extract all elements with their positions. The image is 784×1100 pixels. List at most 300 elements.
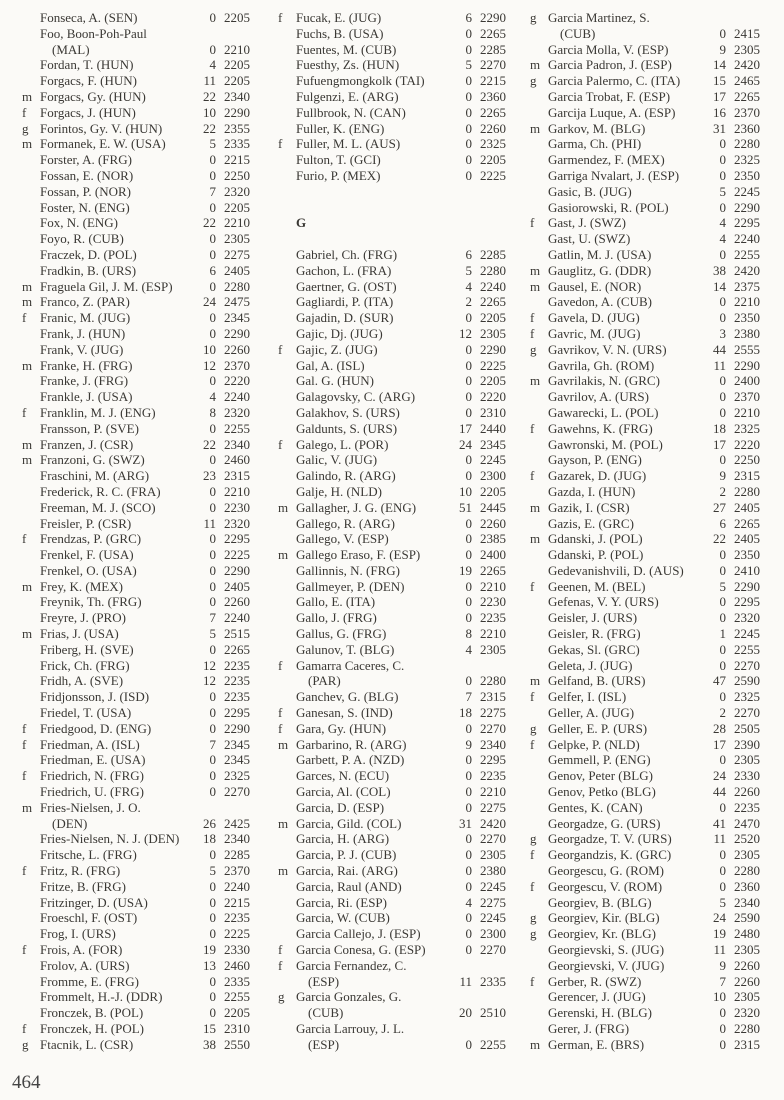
games-count: 17 [713,88,726,104]
player-name: Galagovsky, C. (ARG) [296,389,416,405]
entry-line [22,152,250,168]
entry-line [278,437,506,453]
entry-line [278,389,506,405]
player-name: Frendzas, P. (GRC) [40,531,142,547]
player-name: Fulgenzi, E. (ARG) [296,88,399,104]
player-name: Freynik, Th. (FRG) [40,594,142,610]
list-entry [278,437,506,453]
elo-rating: 2220 [734,436,760,452]
games-count: 0 [209,768,216,784]
elo-rating: 2260 [734,957,760,973]
title-prefix [278,26,296,42]
title-prefix [278,326,296,342]
elo-rating: 2510 [480,1005,506,1021]
games-count: 0 [719,199,726,215]
entry-line [530,926,760,942]
title-prefix [278,610,296,626]
elo-rating: 2340 [224,831,250,847]
elo-rating: 2235 [224,673,250,689]
list-entry [530,484,760,500]
player-name-continuation: (PAR) [308,673,341,689]
elo-rating: 2325 [734,152,760,168]
games-count: 0 [719,657,726,673]
player-name: Fordan, T. (HUN) [40,57,134,73]
games-count: 3 [719,325,726,341]
list-entry [530,610,760,626]
player-name: Gavedon, A. (CUB) [548,294,652,310]
list-entry [278,358,506,374]
games-count: 0 [465,73,472,89]
title-prefix [278,531,296,547]
entry-line [22,279,250,295]
list-entry [530,326,760,342]
elo-rating: 2415 [734,25,760,41]
elo-rating: 2240 [224,610,250,626]
title-prefix [278,373,296,389]
entry-line [530,879,760,895]
elo-rating: 2215 [224,894,250,910]
title-prefix: g [530,341,537,357]
games-count: 2 [719,483,726,499]
games-count: 0 [465,531,472,547]
games-count: 0 [465,167,472,183]
title-prefix [22,200,40,216]
title-prefix: m [22,278,33,294]
entry-line [22,594,250,610]
list-entry [530,247,760,263]
spacer [22,816,40,832]
elo-rating: 2505 [734,720,760,736]
entry-line [278,626,506,642]
entry-line [22,468,250,484]
list-entry [530,168,760,184]
list-entry [278,610,506,626]
list-entry [22,800,250,832]
title-prefix [530,547,548,563]
list-entry [530,73,760,89]
spacer [278,974,296,990]
games-count: 0 [209,41,216,57]
entry-line [22,310,250,326]
entry-line [530,168,760,184]
games-count: 0 [465,720,472,736]
elo-rating: 2315 [224,468,250,484]
entry-line [278,958,506,974]
games-count: 0 [209,167,216,183]
games-count: 0 [465,878,472,894]
games-count: 0 [465,752,472,768]
list-entry [278,658,506,690]
entry-line [530,1037,760,1053]
entry-line [278,547,506,563]
spacer [450,658,472,674]
title-prefix [530,752,548,768]
elo-rating: 2335 [224,136,250,152]
games-count: 14 [713,278,726,294]
player-name: Georgiev, Kir. (BLG) [548,910,660,926]
elo-rating: 2290 [224,720,250,736]
games-count: 0 [209,531,216,547]
elo-rating: 2240 [734,231,760,247]
entry-line [278,816,506,832]
games-count: 5 [719,578,726,594]
entry-line [278,910,506,926]
entry-line [530,547,760,563]
list-entry [22,689,250,705]
list-entry [278,421,506,437]
games-count: 0 [719,136,726,152]
entry-line [530,326,760,342]
list-entry [22,831,250,847]
player-name: Geller, A. (JUG) [548,705,635,721]
title-prefix [278,831,296,847]
list-entry [22,910,250,926]
player-name: Friedrich, N. (FRG) [40,768,144,784]
elo-rating: 2460 [224,957,250,973]
games-count: 0 [209,452,216,468]
entry-line [22,42,250,58]
entry-line [530,831,760,847]
player-name: Garbett, P. A. (NZD) [296,752,405,768]
elo-rating: 2295 [224,531,250,547]
elo-rating: 2350 [734,167,760,183]
player-name: Georgiev, Kr. (BLG) [548,926,656,942]
games-count: 0 [209,705,216,721]
entry-line [530,974,760,990]
elo-rating: 2325 [734,420,760,436]
list-entry [278,1021,506,1053]
title-prefix [530,863,548,879]
title-prefix: g [530,910,537,926]
games-count: 10 [713,989,726,1005]
elo-rating: 2300 [480,468,506,484]
player-name: Gabriel, Ch. (FRG) [296,246,398,262]
list-entry [530,57,760,73]
entry-line [278,863,506,879]
entry-line [278,358,506,374]
title-prefix [22,547,40,563]
player-name: Fonseca, A. (SEN) [40,10,138,25]
entry-line [530,1021,760,1037]
entry-line [530,136,760,152]
player-name: Fritzinger, D. (USA) [40,894,148,910]
elo-rating: 2290 [734,578,760,594]
list-entry [530,294,760,310]
games-count: 0 [465,910,472,926]
player-name: Garcia Palermo, C. (ITA) [548,73,681,89]
title-prefix [22,326,40,342]
title-prefix: g [530,720,537,736]
player-name: Gelpke, P. (NLD) [548,736,640,752]
elo-rating: 2205 [224,1005,250,1021]
player-name: Gavrilakis, N. (GRC) [548,373,660,389]
title-prefix [278,405,296,421]
entry-line [278,768,506,784]
games-count: 8 [209,404,216,420]
player-name: Frenkel, O. (USA) [40,562,137,578]
title-prefix: m [530,531,541,547]
player-name: Franzen, J. (CSR) [40,436,134,452]
title-prefix: m [278,499,289,515]
games-count: 15 [713,73,726,89]
title-prefix: f [530,973,535,989]
games-count: 4 [465,894,472,910]
games-count: 0 [719,25,726,41]
games-count: 44 [713,784,726,800]
games-count: 12 [203,357,216,373]
elo-rating: 2210 [480,578,506,594]
list-entry [278,500,506,516]
title-prefix [278,263,296,279]
entry-line [22,500,250,516]
games-count: 0 [465,88,472,104]
elo-rating: 2275 [480,799,506,815]
player-name: Garma, Ch. (PHI) [548,136,642,152]
entry-line [22,910,250,926]
title-prefix [22,594,40,610]
elo-rating: 2270 [480,57,506,73]
player-name: Garbarino, R. (ARG) [296,736,407,752]
title-prefix [530,484,548,500]
list-entry [278,105,506,121]
entry-line [22,658,250,674]
list-entry [22,294,250,310]
entry-line [22,974,250,990]
list-entry [22,895,250,911]
games-count: 0 [209,910,216,926]
elo-rating: 2280 [734,1021,760,1036]
list-entry [278,247,506,263]
list-entry [530,563,760,579]
entry-line [530,910,760,926]
elo-rating: 2470 [734,815,760,831]
games-count: 0 [465,799,472,815]
list-entry [278,895,506,911]
elo-rating: 2310 [480,404,506,420]
games-count: 0 [719,246,726,262]
title-prefix [530,642,548,658]
section-heading: G [296,215,307,231]
title-prefix: f [278,10,283,25]
spacer [194,800,216,816]
list-entry [278,294,506,310]
list-entry [278,373,506,389]
list-entry [530,1021,760,1037]
title-prefix: f [22,310,27,326]
games-count: 0 [209,973,216,989]
games-count: 7 [719,973,726,989]
player-name: Garcia, Ri. (ESP) [296,894,387,910]
games-count: 15 [203,1021,216,1036]
list-entry [22,468,250,484]
entry-line [278,752,506,768]
entry-line [278,500,506,516]
player-name: Furio, P. (MEX) [296,167,381,183]
list-entry [530,531,760,547]
games-count: 0 [465,41,472,57]
title-prefix [22,263,40,279]
games-count: 0 [719,641,726,657]
games-count: 0 [465,1036,472,1052]
list-entry [530,358,760,374]
title-prefix [530,247,548,263]
list-entry [530,800,760,816]
entry-line [530,816,760,832]
games-count: 9 [719,468,726,484]
elo-rating: 2420 [734,57,760,73]
title-prefix: f [530,215,535,231]
title-prefix: m [278,736,289,752]
title-prefix [530,358,548,374]
list-entry [278,784,506,800]
list-entry [278,310,506,326]
list-entry [22,737,250,753]
player-name: Georgievski, S. (JUG) [548,942,665,958]
entry-line [278,926,506,942]
spacer [450,958,472,974]
title-prefix: m [530,57,541,73]
player-name: Fullbrook, N. (CAN) [296,104,406,120]
elo-rating: 2205 [224,10,250,25]
title-prefix: f [530,689,535,705]
elo-rating: 2205 [480,310,506,326]
player-name: Frank, J. (HUN) [40,325,126,341]
list-entry [22,926,250,942]
player-name: Freeman, M. J. (SCO) [40,499,156,515]
elo-rating: 2315 [734,468,760,484]
entry-line [530,10,760,26]
elo-rating: 2345 [224,752,250,768]
player-name: Fucak, E. (JUG) [296,10,382,25]
games-count: 0 [465,768,472,784]
list-entry [22,1037,250,1053]
title-prefix: m [278,815,289,831]
elo-rating: 2380 [734,325,760,341]
entry-line [278,531,506,547]
list-entry [530,452,760,468]
entry-line [278,342,506,358]
elo-rating: 2235 [224,910,250,926]
entry-line [530,247,760,263]
list-entry [22,121,250,137]
games-count: 11 [203,515,216,531]
games-count: 0 [719,404,726,420]
games-count: 0 [465,673,472,689]
list-entry [22,389,250,405]
entry-line [530,389,760,405]
list-entry [22,405,250,421]
player-name: Fries-Nielsen, N. J. (DEN) [40,831,180,847]
title-prefix [278,1021,296,1037]
entry-line [530,26,760,42]
entry-line [530,689,760,705]
list-entry [530,389,760,405]
games-count: 5 [465,262,472,278]
entry-line [22,516,250,532]
title-prefix [22,989,40,1005]
player-name: Gefenas, V. Y. (URS) [548,594,659,610]
games-count: 0 [209,152,216,168]
elo-rating: 2225 [480,357,506,373]
title-prefix [530,42,548,58]
player-name: Garcia, Rai. (ARG) [296,863,398,879]
games-count: 0 [719,863,726,879]
elo-rating: 2260 [224,341,250,357]
title-prefix [278,800,296,816]
elo-rating: 2205 [480,373,506,389]
games-count: 22 [203,436,216,452]
title-prefix [278,452,296,468]
spacer [472,989,506,1005]
entry-line [22,373,250,389]
player-name: Garcia Padron, J. (ESP) [548,57,672,73]
elo-rating: 2290 [224,104,250,120]
title-prefix [278,752,296,768]
title-prefix: f [530,420,535,436]
games-count: 12 [203,657,216,673]
games-count: 5 [719,183,726,199]
games-count: 5 [209,136,216,152]
list-entry [530,831,760,847]
entry-line [22,484,250,500]
elo-rating: 2225 [224,547,250,563]
player-name: Gavrilov, A. (URS) [548,389,649,405]
games-count: 0 [719,689,726,705]
list-entry [22,579,250,595]
entry-line [278,279,506,295]
player-name: Forgacs, F. (HUN) [40,73,137,89]
elo-rating: 2295 [224,705,250,721]
list-entry [278,800,506,816]
games-count: 0 [465,136,472,152]
elo-rating: 2460 [224,452,250,468]
list-entry [278,879,506,895]
entry-line [278,152,506,168]
games-count: 0 [209,847,216,863]
games-count: 0 [465,341,472,357]
games-count: 0 [209,420,216,436]
title-prefix [22,168,40,184]
elo-rating: 2445 [480,499,506,515]
entry-line [22,705,250,721]
player-name: Gauglitz, G. (DDR) [548,262,652,278]
entry-line [278,452,506,468]
entry-line [530,263,760,279]
list-entry [278,579,506,595]
games-count: 7 [209,183,216,199]
title-prefix [278,910,296,926]
player-name: Freyre, J. (PRO) [40,610,126,626]
list-entry [22,547,250,563]
title-prefix [278,279,296,295]
elo-rating: 2205 [224,57,250,73]
title-prefix [278,57,296,73]
player-name-continuation: (ESP) [308,1036,340,1052]
title-prefix [530,958,548,974]
games-count: 0 [209,752,216,768]
title-prefix [22,247,40,263]
games-count: 0 [465,452,472,468]
player-name: Garcia, W. (CUB) [296,910,390,926]
elo-rating: 2255 [734,641,760,657]
spacer [216,800,250,816]
elo-rating: 2250 [734,452,760,468]
title-prefix [278,468,296,484]
title-prefix: f [22,768,27,784]
entry-line [22,989,250,1005]
player-name: Ganchev, G. (BLG) [296,689,399,705]
games-count: 0 [209,894,216,910]
